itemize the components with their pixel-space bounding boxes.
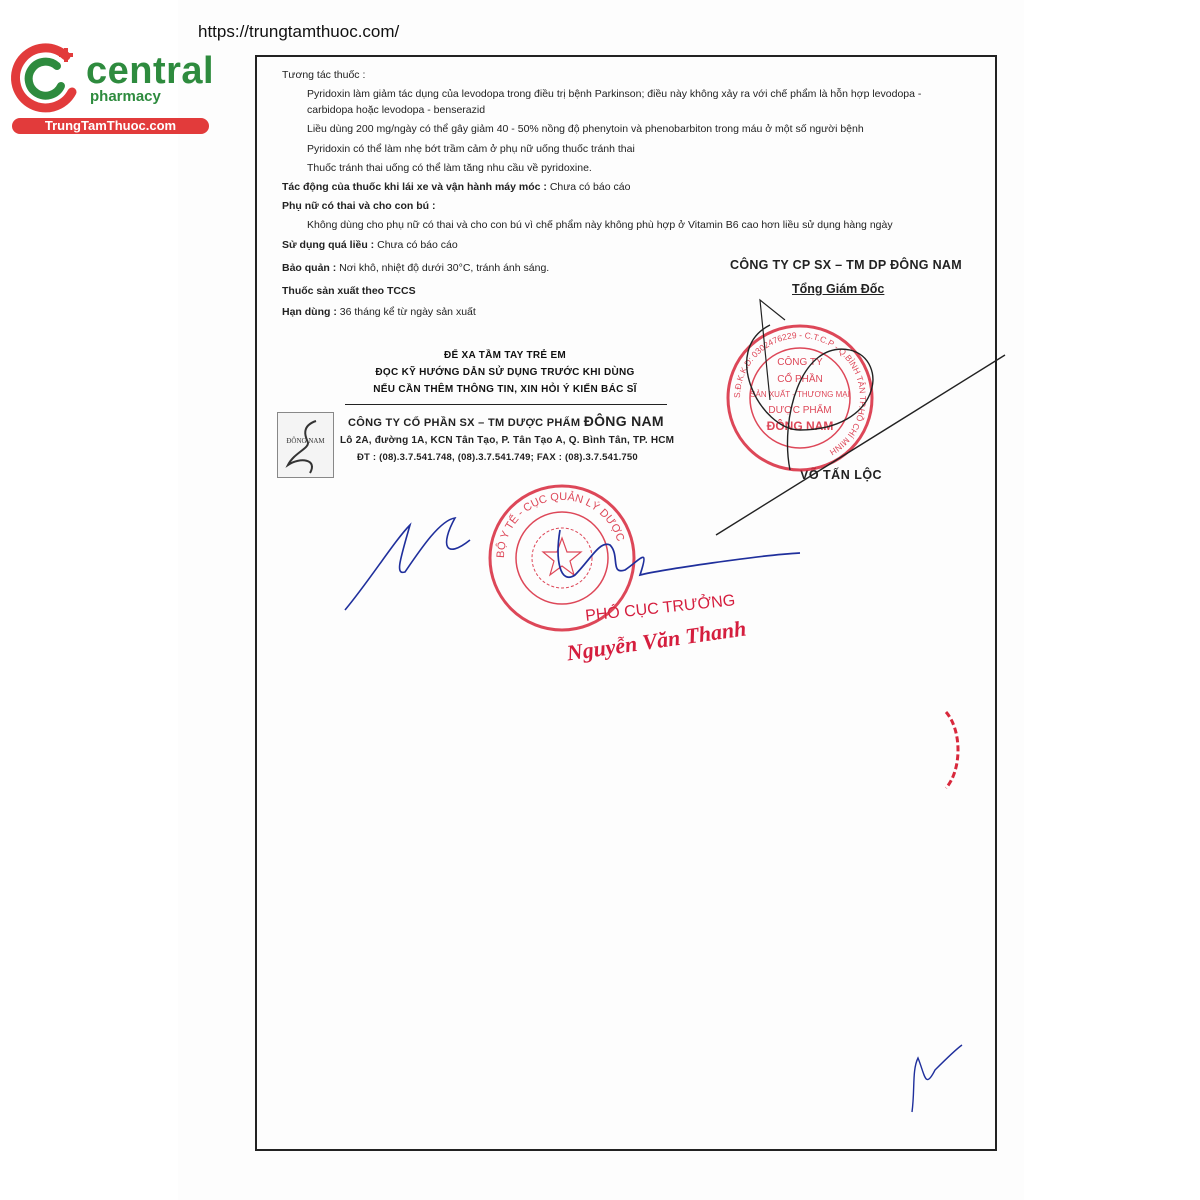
company-stamp-line: CÔNG TY — [777, 357, 823, 368]
company-stamp-line: ĐÔNG NAM — [766, 419, 834, 433]
driving-value: Chưa có báo cáo — [546, 181, 631, 193]
logo-subtitle: pharmacy — [90, 88, 161, 105]
overdose-label: Sử dụng quá liều : — [282, 239, 375, 251]
expiry-row — [282, 306, 476, 318]
expiry-label: Hạn dùng : — [282, 306, 337, 318]
pregnancy-text: Không dùng cho phụ nữ có thai và cho con bú vì chế phẩm này không phù hợp ở Vitamin B6 cao hơn liều sử dụng hàng ngày — [307, 219, 893, 231]
storage-value: Nơi khô, nhiệt độ dưới 30°C, tránh ánh sáng. — [336, 262, 550, 274]
logo-name: central — [86, 50, 215, 92]
driving-label: Tác động của thuốc khi lái xe và vận hành máy móc : — [282, 181, 547, 193]
dongnam-logo-label: ĐÔNG NAM — [286, 437, 325, 445]
company-stamp-line: CỔ PHẦN — [777, 374, 823, 385]
interaction-line: carbidopa hoặc levodopa - benserazid — [307, 104, 486, 116]
overdose-row — [282, 239, 458, 251]
driving-row — [282, 181, 630, 193]
company-stamp-line: SẢN XUẤT - THƯƠNG MẠI — [750, 390, 850, 399]
dongnam-swirl-icon — [278, 413, 333, 477]
expiry-value: 36 tháng kể từ ngày sản xuất — [336, 306, 476, 318]
warning-line: ĐỌC KỸ HƯỚNG DẪN SỬ DỤNG TRƯỚC KHI DÙNG — [375, 367, 635, 378]
ministry-title: PHÓ CỤC TRƯỞNG — [584, 592, 737, 625]
company-stamp-ring-path: S.Đ.K.K.D: 0302476229 - C.T.C.P - Q.BÌNH TÂN TP.HỒ CHÍ MINH — [731, 329, 869, 458]
divider — [345, 404, 667, 405]
interaction-line: Pyridoxin có thể làm nhẹ bớt trầm cảm ở phụ nữ uống thuốc tránh thai — [307, 143, 635, 155]
pregnancy-label: Phụ nữ có thai và cho con bú : — [282, 200, 436, 212]
company-address: Lô 2A, đường 1A, KCN Tân Tạo, P. Tân Tạo A, Q. Bình Tân, TP. HCM — [340, 435, 675, 446]
storage-label: Bảo quản : — [282, 262, 337, 274]
signoff-company: CÔNG TY CP SX – TM DP ĐÔNG NAM — [730, 258, 962, 272]
ministry-name: Nguyễn Văn Thanh — [565, 615, 748, 666]
warning-line: NẾU CẦN THÊM THÔNG TIN, XIN HỎI Ý KIẾN BÁC SĨ — [373, 384, 637, 395]
interaction-line: Thuốc tránh thai uống có thể làm tăng nhu cầu về pyridoxine. — [307, 162, 592, 174]
dongnam-logo — [277, 412, 334, 478]
logo-site-banner[interactable]: TrungTamThuoc.com — [12, 118, 209, 134]
overdose-value: Chưa có báo cáo — [374, 239, 458, 251]
interactions-title: Tương tác thuốc : — [282, 69, 366, 81]
company-phone: ĐT : (08).3.7.541.748, (08).3.7.541.749; FAX : (08).3.7.541.750 — [357, 452, 638, 463]
signoff-name: VÕ TẤN LỘC — [800, 468, 883, 482]
company-name-prefix: CÔNG TY CỔ PHẦN SX – TM DƯỢC PHẨM — [348, 417, 584, 429]
company-stamp-line: DƯỢC PHẨM — [768, 405, 832, 416]
interaction-line: Pyridoxin làm giảm tác dụng của levodopa trong điều trị bệnh Parkinson; điều này không xảy ra với chế phẩm là hỗn hợp levodopa - — [307, 88, 922, 100]
company-name-brand: ĐÔNG NAM — [583, 413, 664, 429]
ministry-stamp-ring-path: BỘ Y TẾ - CỤC QUẢN LÝ DƯỢC — [494, 490, 627, 559]
logo-mark-icon — [8, 38, 88, 118]
company-name — [348, 413, 664, 429]
warning-line: ĐỂ XA TẦM TAY TRẺ EM — [443, 350, 567, 361]
standard-line: Thuốc sản xuất theo TCCS — [282, 285, 416, 297]
source-url[interactable]: https://trungtamthuoc.com/ — [198, 22, 400, 41]
storage-row — [282, 262, 549, 274]
signoff-role: Tổng Giám Đốc — [792, 282, 885, 296]
interaction-line: Liều dùng 200 mg/ngày có thể gây giảm 40 - 50% nồng độ phenytoin và phenobarbiton trong máu ở một số người bệnh — [307, 123, 864, 135]
